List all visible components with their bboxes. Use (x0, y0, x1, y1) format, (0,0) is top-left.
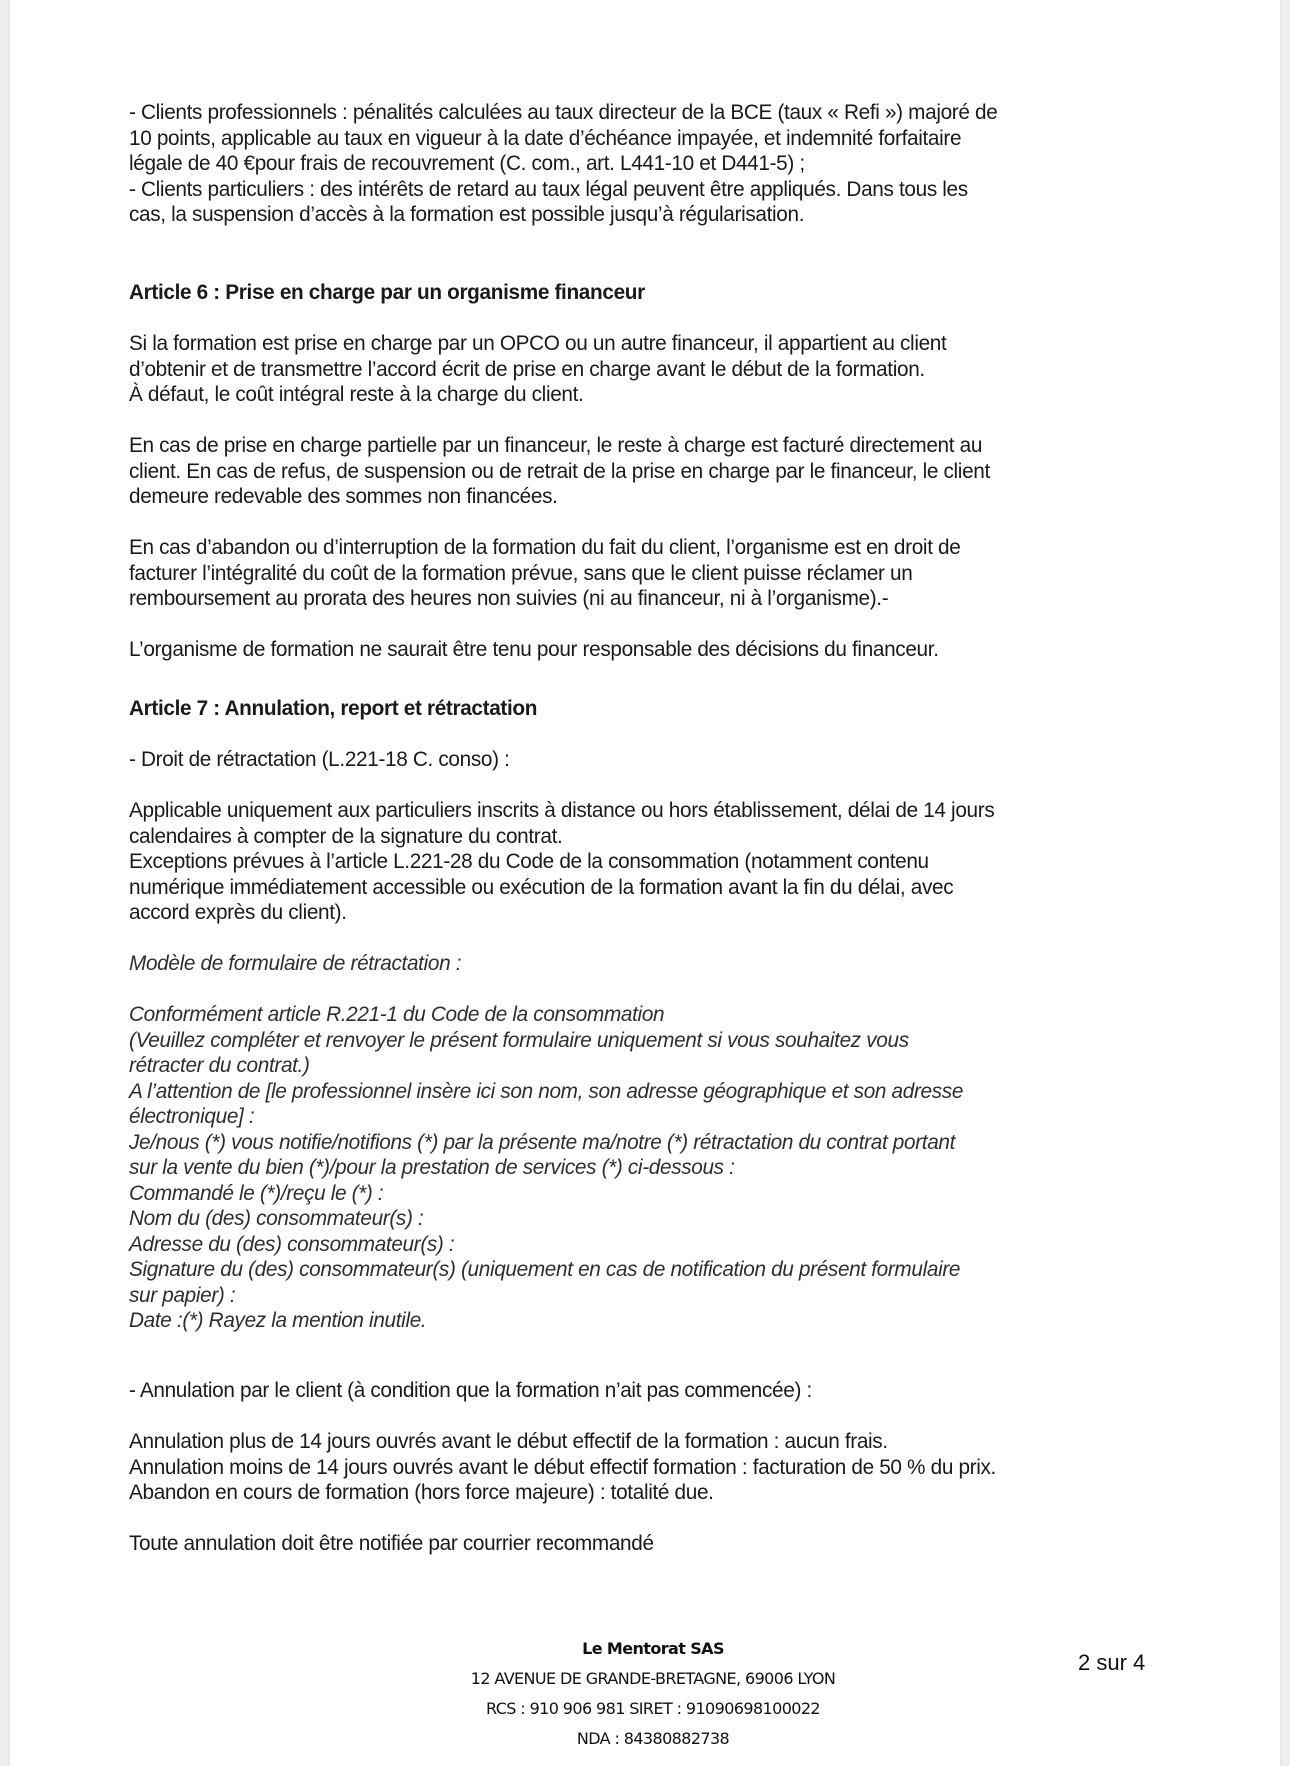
form-line: Commandé le (*)/reçu le (*) : (129, 1180, 384, 1205)
text-line: L’organisme de formation ne saurait être tenu pour responsable des décisions du financeur. (129, 637, 939, 661)
retractation-heading: - Droit de rétractation (L.221-18 C. conso) : (129, 747, 510, 771)
form-line: rétracter du contrat.) (129, 1053, 310, 1077)
company-nda: NDA : 84380882738 (576, 1729, 730, 1748)
text-line: légale de 40 €pour frais de recouvrement (C. com., art. L441-10 et D441-5) ; (129, 151, 805, 175)
retractation-paragraph (129, 798, 1153, 926)
form-line: sur la vente du bien (*)/pour la prestation de services (*) ci-dessous : (129, 1155, 735, 1179)
text-line: À défaut, le coût intégral reste à la charge du client. (129, 382, 584, 406)
text-line: calendaires à compter de la signature du contrat. (129, 823, 563, 848)
form-line: Conformément article R.221-1 du Code de la consommation (129, 1002, 665, 1026)
text-line: En cas d’abandon ou d’interruption de la formation du fait du client, l’organisme est en droit de (129, 535, 961, 559)
text-line: remboursement au prorata des heures non suivies (ni au financeur, ni à l’organisme).- (129, 586, 889, 610)
form-line: électronique] : (129, 1104, 255, 1128)
form-line: Adresse du (des) consommateur(s) : (129, 1231, 455, 1256)
form-line: Je/nous (*) vous notifie/notifions (*) par la présente ma/notre (*) rétractation du contrat portant (129, 1129, 956, 1154)
late-payment-clauses (129, 100, 1153, 228)
cancellation-closing: Toute annulation doit être notifiée par courrier recommandé (129, 1531, 654, 1555)
text-line: cas, la suspension d’accès à la formation est possible jusqu’à régularisation. (129, 202, 805, 226)
article-6-paragraph-2 (129, 433, 1153, 510)
document-body (129, 100, 1153, 1557)
text-line: Annulation moins de 14 jours ouvrés avant le début effectif formation : facturation de 50 % du prix. (129, 1454, 996, 1479)
text-line: - Clients particuliers : des intérêts de retard au taux légal peuvent être appliqués. Dans tous les (129, 176, 968, 201)
form-line: Date :(*) Rayez la mention inutile. (129, 1308, 427, 1332)
form-line: (Veuillez compléter et renvoyer le présent formulaire uniquement si vous souhaitez vous (129, 1027, 909, 1052)
text-line: Si la formation est prise en charge par un OPCO ou un autre financeur, il appartient au client (129, 331, 947, 355)
article-6-paragraph-3 (129, 535, 1153, 612)
form-line: sur papier) : (129, 1282, 236, 1307)
text-line: client. En cas de refus, de suspension ou de retrait de la prise en charge par le financeur, le client (129, 458, 990, 483)
text-line: numérique immédiatement accessible ou exécution de la formation avant la fin du délai, avec (129, 874, 954, 899)
company-info (363, 1634, 943, 1754)
text-line: 10 points, applicable au taux en vigueur à la date d’échéance impayée, et indemnité forfaitaire (129, 125, 962, 150)
cancellation-heading: - Annulation par le client (à condition que la formation n’ait pas commencée) : (129, 1378, 812, 1402)
text-line: Exceptions prévues à l’article L.221-28 du Code de la consommation (notamment contenu (129, 849, 929, 873)
document-page (10, 0, 1280, 1766)
text-line: Annulation plus de 14 jours ouvrés avant le début effectif de la formation : aucun frais. (129, 1429, 888, 1453)
retractation-form-template (129, 1002, 1153, 1334)
article-6-heading: Article 6 : Prise en charge par un organisme financeur (129, 280, 645, 304)
company-address: 12 AVENUE DE GRANDE-BRETAGNE, 69006 LYON (470, 1669, 836, 1688)
article-7-heading: Article 7 : Annulation, report et rétractation (129, 696, 538, 720)
article-6-paragraph-4 (129, 637, 1153, 663)
form-line: Signature du (des) consommateur(s) (uniquement en cas de notification du présent formulaire (129, 1257, 961, 1281)
form-line: Nom du (des) consommateur(s) : (129, 1206, 424, 1230)
text-line: Abandon en cours de formation (hors force majeure) : totalité due. (129, 1480, 714, 1504)
text-line: Applicable uniquement aux particuliers inscrits à distance ou hors établissement, délai de 14 jours (129, 798, 995, 822)
text-line: facturer l’intégralité du coût de la formation prévue, sans que le client puisse réclamer un (129, 560, 913, 585)
text-line: - Clients professionnels : pénalités calculées au taux directeur de la BCE (taux « Refi ») majoré de (129, 100, 998, 124)
company-registration: RCS : 910 906 981 SIRET : 91090698100022 (485, 1699, 821, 1718)
cancellation-terms (129, 1429, 1153, 1506)
text-line: demeure redevable des sommes non financées. (129, 484, 558, 508)
text-line: accord exprès du client). (129, 900, 347, 924)
text-line: En cas de prise en charge partielle par un financeur, le reste à charge est facturé directement au (129, 433, 983, 457)
article-6-paragraph-1 (129, 331, 1153, 408)
text-line: d’obtenir et de transmettre l’accord écrit de prise en charge avant le début de la formation. (129, 356, 925, 381)
form-title: Modèle de formulaire de rétractation : (129, 951, 462, 975)
page-number: 2 sur 4 (1078, 1650, 1146, 1675)
company-name: Le Mentorat SAS (582, 1639, 724, 1658)
form-line: A l’attention de [le professionnel insère ici son nom, son adresse géographique et son adresse (129, 1078, 964, 1103)
